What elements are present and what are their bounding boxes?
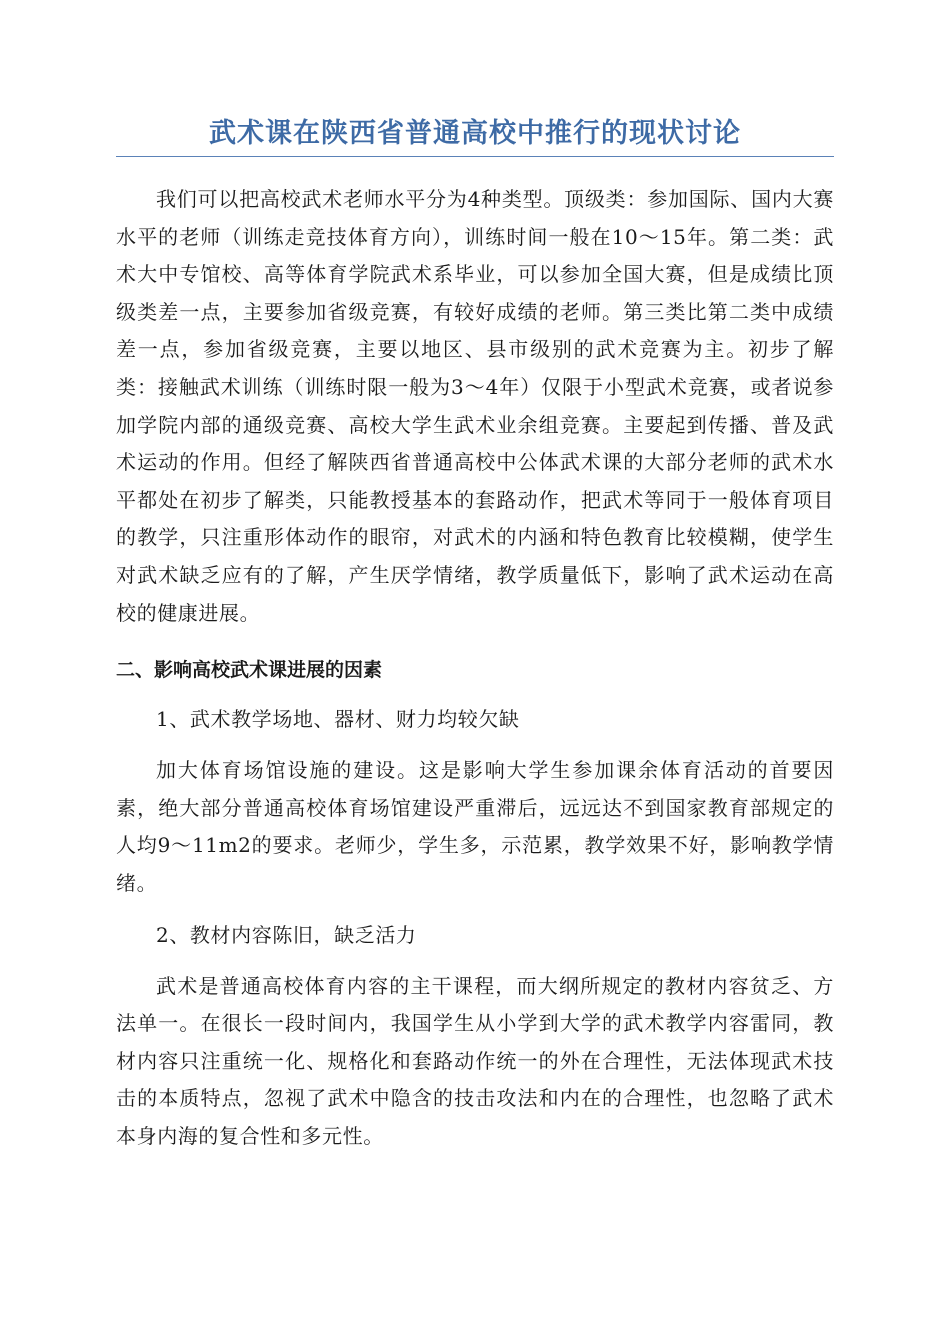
subsection-paragraph-1: 加大体育场馆设施的建设。这是影响大学生参加课余体育活动的首要因素，绝大部分普通高校体育场馆建设严重滞后，远远达不到国家教育部规定的人均9～11m2的要求。老师少，学生多，示范累，教学效果不好，影响教学情绪。 <box>116 758 834 895</box>
subsection-paragraph-2: 武术是普通高校体育内容的主干课程，而大纲所规定的教材内容贫乏、方法单一。在很长一段时间内，我国学生从小学到大学的武术教学内容雷同，教材内容只注重统一化、规格化和套路动作统一的外在合理性，无法体现武术技击的本质特点，忽视了武术中隐含的技击攻法和内在的合理性，也忽略了武术本身内海的复合性和多元性。 <box>116 973 834 1148</box>
document-title: 武术课在陕西省普通高校中推行的现状讨论 <box>116 112 834 157</box>
subsection-heading-1: 1、武术教学场地、器材、财力均较欠缺 <box>156 707 520 732</box>
intro-paragraph: 我们可以把高校武术老师水平分为4种类型。顶级类：参加国际、国内大赛水平的老师（训练走竞技体育方向），训练时间一般在10～15年。第二类：武术大中专馆校、高等体育学院武术系毕业，可以参加全国大赛，但是成绩比顶级类差一点，主要参加省级竞赛，有较好成绩的老师。第三类比第二类中成绩差一点，参加省级竞赛，主要以地区、县市级别的武术竞赛为主。初步了解类：接触武术训练（训练时限一般为3～4年）仅限于小型武术竞赛，或者说参加学院内部的通级竞赛、高校大学生武术业余组竞赛。主要起到传播、普及武术运动的作用。但经了解陕西省普通高校中公体武术课的大部分老师的武术水平都处在初步了解类，只能教授基本的套路动作，把武术等同于一般体育项目的教学，只注重形体动作的眼帘，对武术的内涵和特色教育比较模糊，使学生对武术缺乏应有的了解，产生厌学情绪，教学质量低下，影响了武术运动在高校的健康进展。 <box>116 187 834 625</box>
document-page <box>116 112 834 1155</box>
section-heading: 二、影响高校武术课进展的因素 <box>116 659 383 682</box>
subsection-heading-2: 2、教材内容陈旧，缺乏活力 <box>156 922 417 947</box>
